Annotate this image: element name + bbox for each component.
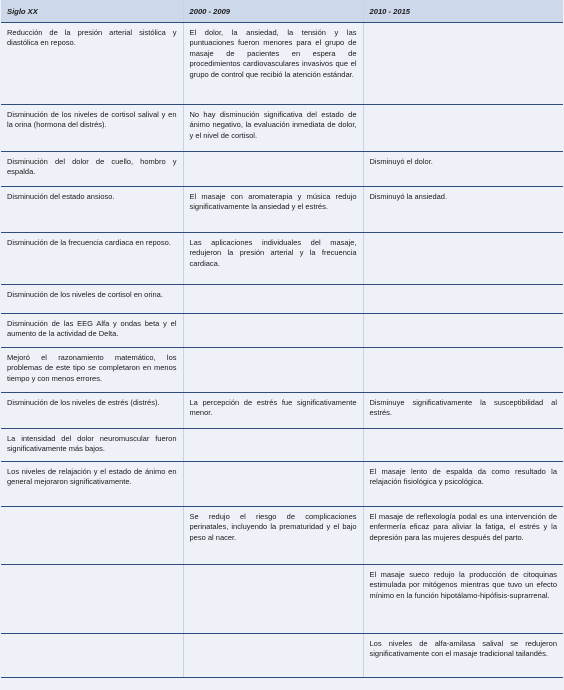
table-row (1, 462, 563, 507)
cell-2010-2015: Disminuyó la ansiedad. (363, 187, 563, 233)
header-row (1, 0, 563, 23)
cell-siglo-xx: Mejoró el razonamiento matemático, los problemas de este tipo se completaron en menos tiempo y con menos errores. (1, 348, 183, 393)
cell-2000-2009: Se redujo el riesgo de complicaciones perinatales, incluyendo la prematuridad y el bajo peso al nacer. (183, 507, 363, 565)
cell-2010-2015 (363, 233, 563, 285)
table-row (1, 565, 563, 634)
cell-siglo-xx: La intensidad del dolor neuromuscular fueron significativamente más bajos. (1, 429, 183, 462)
table-row (1, 23, 563, 105)
cell-2000-2009: El masaje con aromaterapia y música redujo significativamente la ansiedad y el estrés. (183, 187, 363, 233)
cell-2010-2015: El masaje sueco redujo la producción de citoquinas estimulada por mitógenos mientras que tuvo un efecto mínimo en la función hipotálamo-hipófisis-suprarrenal. (363, 565, 563, 634)
table-row (1, 233, 563, 285)
cell-2000-2009 (183, 565, 363, 634)
cell-2010-2015 (363, 285, 563, 314)
cell-2000-2009 (183, 634, 363, 678)
table-row (1, 285, 563, 314)
header-2000-2009: 2000 - 2009 (183, 0, 363, 23)
header-siglo-xx: Siglo XX (1, 0, 183, 23)
cell-2010-2015 (363, 23, 563, 105)
cell-2010-2015: Disminuye significativamente la susceptibilidad al estrés. (363, 393, 563, 429)
cell-2000-2009: No hay disminución significativa del estado de ánimo negativo, la evaluación inmediata de dolor, y el nivel de cortisol. (183, 105, 363, 152)
cell-2000-2009 (183, 348, 363, 393)
cell-2010-2015: El masaje de reflexología podal es una intervención de enfermería eficaz para aliviar la fatiga, el estrés y la depresión para las mujeres después del parto. (363, 507, 563, 565)
cell-2010-2015: El masaje lento de espalda da como resultado la relajación fisiológica y psicológica. (363, 462, 563, 507)
cell-2000-2009 (183, 314, 363, 348)
header-2010-2015: 2010 - 2015 (363, 0, 563, 23)
cell-2000-2009: El dolor, la ansiedad, la tensión y las puntuaciones fueron menores para el grupo de masaje de pacientes en espera de procedimientos cardiovasculares invasivos que el grupo de control que recibió la atención estándar. (183, 23, 363, 105)
cell-siglo-xx: Disminución de los niveles de cortisol en orina. (1, 285, 183, 314)
cell-2000-2009: Las aplicaciones individuales del masaje, redujeron la presión arterial y la frecuencia cardiaca. (183, 233, 363, 285)
cell-siglo-xx: Disminución de la frecuencia cardiaca en reposo. (1, 233, 183, 285)
table-row (1, 105, 563, 152)
cell-siglo-xx: Disminución de los niveles de cortisol salival y en la orina (hormona del distrés). (1, 105, 183, 152)
table-row (1, 152, 563, 187)
table-row (1, 314, 563, 348)
cell-siglo-xx (1, 565, 183, 634)
table-row (1, 634, 563, 678)
table-row (1, 187, 563, 233)
cell-siglo-xx: Disminución del dolor de cuello, hombro y espalda. (1, 152, 183, 187)
cell-siglo-xx: Los niveles de relajación y el estado de ánimo en general mejoraron significativamente. (1, 462, 183, 507)
massage-effects-table (1, 0, 563, 678)
cell-2000-2009 (183, 285, 363, 314)
table-row (1, 348, 563, 393)
cell-siglo-xx: Disminución de las EEG Alfa y ondas beta y el aumento de la actividad de Delta. (1, 314, 183, 348)
table-row (1, 429, 563, 462)
cell-2010-2015: Disminuyó el dolor. (363, 152, 563, 187)
cell-2000-2009 (183, 462, 363, 507)
cell-siglo-xx (1, 634, 183, 678)
cell-2000-2009: La percepción de estrés fue significativamente menor. (183, 393, 363, 429)
cell-2000-2009 (183, 152, 363, 187)
cell-siglo-xx: Disminución del estado ansioso. (1, 187, 183, 233)
cell-2010-2015: Los niveles de alfa-amilasa salival se redujeron significativamente con el masaje tradicional tailandés. (363, 634, 563, 678)
table-row (1, 393, 563, 429)
cell-2010-2015 (363, 105, 563, 152)
cell-siglo-xx (1, 507, 183, 565)
cell-2010-2015 (363, 429, 563, 462)
cell-siglo-xx: Disminución de los niveles de estrés (distrés). (1, 393, 183, 429)
cell-2010-2015 (363, 348, 563, 393)
table-row (1, 507, 563, 565)
cell-2010-2015 (363, 314, 563, 348)
cell-siglo-xx: Reducción de la presión arterial sistólica y diastólica en reposo. (1, 23, 183, 105)
cell-2000-2009 (183, 429, 363, 462)
